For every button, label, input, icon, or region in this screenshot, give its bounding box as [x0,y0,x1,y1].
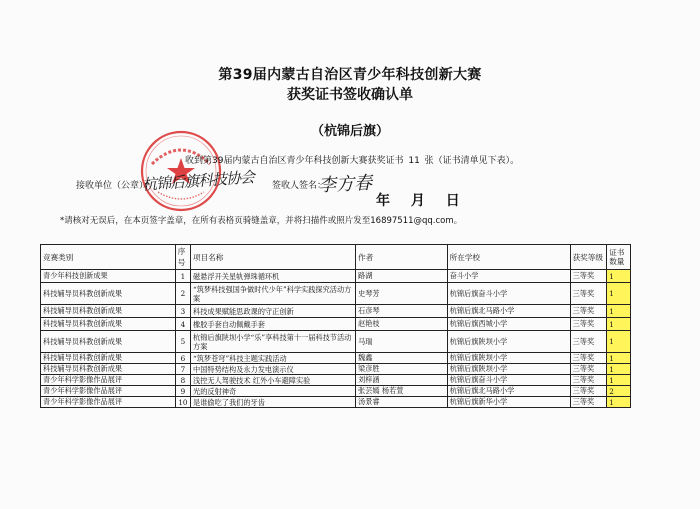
cell-project: 是谁偷吃了我们的牙齿 [191,397,356,408]
district-label: （杭锦后旗） [310,124,389,139]
cell-project: 橡胶手套自动佩戴手套 [191,318,356,331]
cell-category: 科技辅导员科教创新成果 [41,364,176,375]
cell-school: 杭锦后旗北马路小学 [447,305,570,318]
table-row [41,305,631,318]
cell-school: 杭锦后旗陕坝小学 [447,364,570,375]
cell-school: 杭锦后旗陕坝小学 [447,353,570,364]
cell-project: 杭锦后旗陕坝小学“乐”享科技第十一届科技节活动方案 [191,331,356,353]
header-project: 项目名称 [191,245,356,270]
cell-author: 梁彦胜 [356,364,448,375]
cell-award-level: 三等奖 [570,305,607,318]
cell-category: 科技辅导员科教创新成果 [41,331,176,353]
header-author: 作者 [356,245,448,270]
confirmation-suffix: 张（证书清单见下表）。 [424,156,520,166]
cell-category: 青少年科学影像作品展评 [41,397,176,408]
cell-index: 10 [175,397,190,408]
cell-category: 青少年科学影像作品展评 [41,386,176,397]
cell-project: “筑梦科技强国争做时代少年”科学实践探究活动方案 [191,283,356,305]
cell-category: 科技辅导员科教创新成果 [41,318,176,331]
cell-author: 史琴芳 [356,283,448,305]
cell-index: 3 [175,305,190,318]
cell-school: 杭锦后旗奋斗小学 [447,375,570,386]
header-index: 序号 [175,245,190,270]
cell-certificate-count: 1 [607,305,631,318]
cell-award-level: 三等奖 [570,318,607,331]
table-row [41,386,631,397]
cell-certificate-count: 1 [607,270,631,283]
cell-certificate-count: 1 [607,331,631,353]
cell-author: 马瑞 [356,331,448,353]
cell-author: 刘梓涵 [356,375,448,386]
table-row [41,364,631,375]
table-row [41,283,631,305]
table-row [41,397,631,408]
cell-school: 杭锦后旗陕坝小学 [447,331,570,353]
cell-author: 石彦琴 [356,305,448,318]
cell-category: 科技辅导员科教创新成果 [41,353,176,364]
table-row [41,318,631,331]
cell-category: 科技辅导员科教创新成果 [41,283,176,305]
header-certificate-count: 证书数量 [607,245,631,270]
cell-project: 浅控无人驾驶技术 红外小车避障实验 [191,375,356,386]
header-category: 竞赛类别 [41,245,176,270]
cell-index: 6 [175,353,190,364]
cell-award-level: 三等奖 [570,283,607,305]
receiver-signature: 杭锦后旗科技协会 [141,168,255,194]
cell-certificate-count: 1 [607,318,631,331]
certificate-count: 11 [408,156,420,166]
table-row [41,270,631,283]
cell-award-level: 三等奖 [570,397,607,408]
cell-certificate-count: 1 [607,375,631,386]
cell-certificate-count: 1 [607,283,631,305]
cell-certificate-count: 1 [607,364,631,375]
confirmation-line [185,153,521,166]
cell-index: 5 [175,331,190,353]
cell-school: 杭锦后旗奋斗小学 [447,283,570,305]
cell-author: 张芸嫣 杨若萱 [356,386,448,397]
cell-certificate-count: 2 [607,386,631,397]
confirmation-prefix: 收到第39届内蒙古自治区青少年科技创新大赛获奖证书 [185,156,404,166]
table-row [41,375,631,386]
signer-signature: 李方春 [317,172,373,197]
cell-author: 路湖 [356,270,448,283]
awards-table [40,244,631,408]
cell-school: 奋斗小学 [447,270,570,283]
cell-award-level: 三等奖 [570,364,607,375]
date-field: 年 月 日 [376,193,468,209]
table-row [41,331,631,353]
cell-category: 科技辅导员科教创新成果 [41,305,176,318]
cell-index: 4 [175,318,190,331]
cell-category: 青少年科技创新成果 [41,270,176,283]
signer-label: 签收人签名： [272,181,327,191]
cell-project: 科技成果赋能思政课的守正创新 [191,305,356,318]
cell-index: 7 [175,364,190,375]
cell-index: 9 [175,386,190,397]
table-row [41,353,631,364]
cell-award-level: 三等奖 [570,386,607,397]
cell-project: 光的反射神奇 [191,386,356,397]
cell-project: 中国特势结构及永力发电演示仪 [191,364,356,375]
cell-project: 磁悬浮开关星轨弹珠循环机 [191,270,356,283]
cell-author: 魏鑫 [356,353,448,364]
cell-certificate-count: 1 [607,397,631,408]
table-header-row [41,245,631,270]
cell-index: 8 [175,375,190,386]
cell-school: 杭锦后旗北马路小学 [447,386,570,397]
cell-school: 杭锦后旗新华小学 [447,397,570,408]
document-title: 第39届内蒙古自治区青少年科技创新大赛 [218,67,482,83]
header-award-level: 获奖等级 [570,245,607,270]
receiver-label: 接收单位（公章）： [76,181,153,191]
header-school: 所在学校 [447,245,570,270]
cell-index: 1 [175,270,190,283]
cell-author: 汤景睿 [356,397,448,408]
cell-certificate-count: 1 [607,353,631,364]
cell-category: 青少年科学影像作品展评 [41,375,176,386]
cell-school: 杭锦后旗西城小学 [447,318,570,331]
cell-project: “筑梦苍穹”科技主题实践活动 [191,353,356,364]
instruction-note: *请核对无误后，在本页签字盖章，在所有表格页骑缝盖章，并将扫描件或照片发至16897511@qq.com。 [60,216,463,226]
cell-award-level: 三等奖 [570,331,607,353]
cell-award-level: 三等奖 [570,353,607,364]
document-subtitle: 获奖证书签收确认单 [287,87,413,103]
cell-award-level: 三等奖 [570,375,607,386]
cell-award-level: 三等奖 [570,270,607,283]
cell-index: 2 [175,283,190,305]
cell-author: 赵艳枝 [356,318,448,331]
